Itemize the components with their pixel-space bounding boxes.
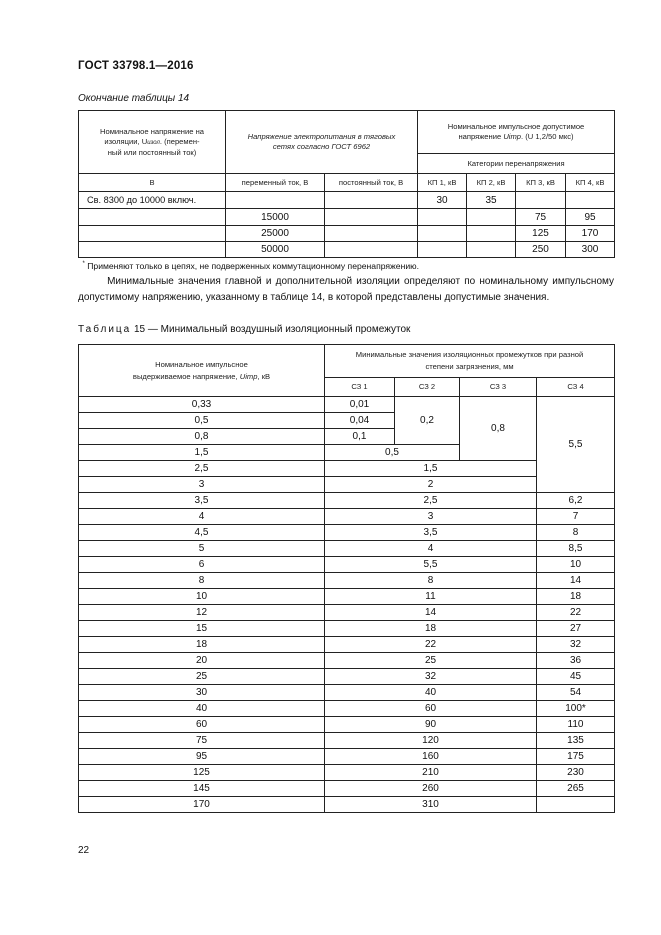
t15-row bbox=[79, 493, 615, 509]
t15-cell-cz1-cz3: 3 bbox=[325, 509, 537, 525]
t15-cell-cz1: 0,01 bbox=[325, 397, 395, 413]
t15-row bbox=[79, 685, 615, 701]
t15-row bbox=[79, 509, 615, 525]
t15-row bbox=[79, 701, 615, 717]
t15-cell-cz4: 14 bbox=[537, 573, 615, 589]
t15-row bbox=[79, 605, 615, 621]
t15-cell-cz4: 8,5 bbox=[537, 541, 615, 557]
table-15 bbox=[78, 344, 615, 813]
t14-header-kp3: КП 3, кВ bbox=[516, 174, 566, 192]
t14-header-ac: переменный ток, В bbox=[226, 174, 325, 192]
t15-cell-cz1-cz3: 8 bbox=[325, 573, 537, 589]
t15-cell-cz1-cz3: 25 bbox=[325, 653, 537, 669]
t15-cell-voltage: 125 bbox=[79, 765, 325, 781]
t15-row bbox=[79, 525, 615, 541]
t14-cell-ac: 50000 bbox=[226, 242, 325, 258]
t14-cell-kp2: 35 bbox=[467, 192, 516, 209]
t14-cell-dc bbox=[325, 209, 418, 226]
t15-cell-voltage: 18 bbox=[79, 637, 325, 653]
t15-row bbox=[79, 733, 615, 749]
t15-cell-cz1-cz3: 1,5 bbox=[325, 461, 537, 477]
t14-header-kp4: КП 4, кВ bbox=[566, 174, 615, 192]
t15-cell-cz1-cz3: 260 bbox=[325, 781, 537, 797]
t15-row bbox=[79, 653, 615, 669]
t15-cell-cz4: 10 bbox=[537, 557, 615, 573]
t15-row bbox=[79, 541, 615, 557]
t15-cell-cz1: 0,04 bbox=[325, 413, 395, 429]
t15-cell-voltage: 10 bbox=[79, 589, 325, 605]
t15-cell-cz4: 27 bbox=[537, 621, 615, 637]
t15-cell-cz4: 175 bbox=[537, 749, 615, 765]
t15-cell-cz1-cz3: 14 bbox=[325, 605, 537, 621]
t15-cell-cz1: 0,1 bbox=[325, 429, 395, 445]
t15-cell-cz4: 54 bbox=[537, 685, 615, 701]
t14-header-unit: В bbox=[79, 174, 226, 192]
t15-cell-cz4: 7 bbox=[537, 509, 615, 525]
t15-cell-voltage: 5 bbox=[79, 541, 325, 557]
t15-row bbox=[79, 781, 615, 797]
t14-cell-range: Св. 8300 до 10000 включ. bbox=[79, 192, 226, 209]
t14-cell-kp1 bbox=[418, 242, 467, 258]
t15-cell-cz4: 6,2 bbox=[537, 493, 615, 509]
t15-cell-cz1-cz3: 120 bbox=[325, 733, 537, 749]
t15-row bbox=[79, 669, 615, 685]
t14-header-dc: постоянный ток, В bbox=[325, 174, 418, 192]
t15-header-impulse-voltage: Номинальное импульсное выдерживаемое напряжение, Uimp, кВ bbox=[79, 345, 325, 397]
t15-cell-cz4: 18 bbox=[537, 589, 615, 605]
t14-cell-kp3 bbox=[516, 192, 566, 209]
t15-cell-voltage: 145 bbox=[79, 781, 325, 797]
t14-cell-ac: 25000 bbox=[226, 226, 325, 242]
t15-cell-voltage: 40 bbox=[79, 701, 325, 717]
t15-cell-cz1-cz3: 5,5 bbox=[325, 557, 537, 573]
t14-cell-kp1 bbox=[418, 226, 467, 242]
page-number: 22 bbox=[78, 845, 90, 856]
t14-header-kp1: КП 1, кВ bbox=[418, 174, 467, 192]
t14-header-supply-voltage: Напряжение электропитания в тяговых сетях согласно ГОСТ 6962 bbox=[226, 111, 418, 174]
t15-cell-cz4: 8 bbox=[537, 525, 615, 541]
t14-cell-range bbox=[79, 226, 226, 242]
t14-cell-kp2 bbox=[467, 226, 516, 242]
t15-cell-voltage: 2,5 bbox=[79, 461, 325, 477]
t15-cell-cz1-cz3: 210 bbox=[325, 765, 537, 781]
t15-row bbox=[79, 797, 615, 813]
t15-row bbox=[79, 749, 615, 765]
t15-cell-cz4: 110 bbox=[537, 717, 615, 733]
t15-cell-cz4: 265 bbox=[537, 781, 615, 797]
table14-caption: Окончание таблицы 14 bbox=[78, 93, 190, 104]
document-title: ГОСТ 33798.1—2016 bbox=[78, 60, 194, 72]
t15-cell-cz4: 230 bbox=[537, 765, 615, 781]
t15-row bbox=[79, 557, 615, 573]
t15-cell-cz3-merged: 0,8 bbox=[460, 397, 537, 461]
t14-cell-range bbox=[79, 209, 226, 226]
t15-cell-cz1-cz3: 2 bbox=[325, 477, 537, 493]
t15-cell-voltage: 25 bbox=[79, 669, 325, 685]
table-14 bbox=[78, 110, 615, 274]
t14-header-impulse-voltage: Номинальное импульсное допустимое напряжение Uimp. (U 1,2/50 мкс) bbox=[418, 111, 615, 154]
t14-cell-ac: 15000 bbox=[226, 209, 325, 226]
t14-cell-dc bbox=[325, 226, 418, 242]
t15-cell-cz4: 22 bbox=[537, 605, 615, 621]
t15-row bbox=[79, 573, 615, 589]
t14-cell-kp3: 75 bbox=[516, 209, 566, 226]
t15-cell-cz1-cz3: 4 bbox=[325, 541, 537, 557]
t15-header-cz1: СЗ 1 bbox=[325, 378, 395, 397]
t14-cell-range bbox=[79, 242, 226, 258]
t14-cell-kp2 bbox=[467, 209, 516, 226]
t14-header-categories: Категории перенапряжения bbox=[418, 154, 615, 174]
t14-cell-kp3: 250 bbox=[516, 242, 566, 258]
t15-cell-voltage: 8 bbox=[79, 573, 325, 589]
t15-cell-voltage: 170 bbox=[79, 797, 325, 813]
t14-cell-kp4: 300 bbox=[566, 242, 615, 258]
t15-cell-cz1-cz3: 40 bbox=[325, 685, 537, 701]
t15-cell-cz1-cz2: 0,5 bbox=[325, 445, 460, 461]
t15-cell-cz4 bbox=[537, 797, 615, 813]
t15-cell-cz1-cz3: 22 bbox=[325, 637, 537, 653]
t15-cell-cz2-merged: 0,2 bbox=[395, 397, 460, 445]
t14-cell-kp2 bbox=[467, 242, 516, 258]
t14-cell-dc bbox=[325, 242, 418, 258]
t14-header-kp2: КП 2, кВ bbox=[467, 174, 516, 192]
t15-header-cz4: СЗ 4 bbox=[537, 378, 615, 397]
t14-cell-kp3: 125 bbox=[516, 226, 566, 242]
t15-row bbox=[79, 589, 615, 605]
t15-cell-cz1-cz3: 160 bbox=[325, 749, 537, 765]
t15-cell-voltage: 6 bbox=[79, 557, 325, 573]
t15-cell-voltage: 0,8 bbox=[79, 429, 325, 445]
t15-cell-cz4: 32 bbox=[537, 637, 615, 653]
t15-cell-cz1-cz3: 11 bbox=[325, 589, 537, 605]
t15-cell-voltage: 0,33 bbox=[79, 397, 325, 413]
t15-cell-cz1-cz3: 60 bbox=[325, 701, 537, 717]
t15-cell-cz1-cz3: 90 bbox=[325, 717, 537, 733]
t15-cell-voltage: 20 bbox=[79, 653, 325, 669]
t15-cell-voltage: 3 bbox=[79, 477, 325, 493]
t15-row bbox=[79, 765, 615, 781]
t15-cell-cz1-cz3: 18 bbox=[325, 621, 537, 637]
t15-cell-cz4: 45 bbox=[537, 669, 615, 685]
t15-cell-voltage: 95 bbox=[79, 749, 325, 765]
t14-cell-kp4: 170 bbox=[566, 226, 615, 242]
t14-cell-ac bbox=[226, 192, 325, 209]
t15-row bbox=[79, 637, 615, 653]
t15-body bbox=[79, 493, 615, 813]
t15-cell-voltage: 60 bbox=[79, 717, 325, 733]
t14-cell-kp4 bbox=[566, 192, 615, 209]
t15-cell-cz1-cz3: 32 bbox=[325, 669, 537, 685]
body-paragraph: Минимальные значения главной и дополнительной изоляции определяют по номинальному импульсному допустимому напряжению, указанному в таблице 14, в которой представлены допустимые значения. bbox=[78, 276, 615, 303]
t15-cell-voltage: 12 bbox=[79, 605, 325, 621]
t15-header-clearances: Минимальные значения изоляционных промежутков при разной степени загрязнения, мм bbox=[325, 345, 615, 378]
t15-cell-voltage: 3,5 bbox=[79, 493, 325, 509]
t15-cell-voltage: 4,5 bbox=[79, 525, 325, 541]
t15-cell-cz1-cz3: 310 bbox=[325, 797, 537, 813]
t15-cell-cz1-cz3: 3,5 bbox=[325, 525, 537, 541]
t15-cell-cz4: 135 bbox=[537, 733, 615, 749]
t15-row bbox=[79, 621, 615, 637]
t14-cell-kp1 bbox=[418, 209, 467, 226]
t15-cell-voltage: 15 bbox=[79, 621, 325, 637]
t14-cell-kp1: 30 bbox=[418, 192, 467, 209]
t15-row bbox=[79, 717, 615, 733]
t15-cell-cz1-cz3: 2,5 bbox=[325, 493, 537, 509]
t15-header-cz2: СЗ 2 bbox=[395, 378, 460, 397]
t14-cell-dc bbox=[325, 192, 418, 209]
t14-cell-kp4: 95 bbox=[566, 209, 615, 226]
t15-cell-voltage: 1,5 bbox=[79, 445, 325, 461]
t15-header-cz3: СЗ 3 bbox=[460, 378, 537, 397]
t15-cell-voltage: 75 bbox=[79, 733, 325, 749]
t15-cell-voltage: 0,5 bbox=[79, 413, 325, 429]
table15-caption: Таблица 15 — Минимальный воздушный изоляционный промежуток bbox=[78, 324, 411, 335]
t15-cell-cz4: 100* bbox=[537, 701, 615, 717]
t15-cell-cz4: 36 bbox=[537, 653, 615, 669]
t14-header-nominal-voltage: Номинальное напряжение на изоляции, Uизол. (перемен- ный или постоянный ток) bbox=[79, 111, 226, 174]
t14-footnote: * Применяют только в цепях, не подверженных коммутационному перенапряжению. bbox=[79, 258, 615, 274]
t15-cell-voltage: 30 bbox=[79, 685, 325, 701]
t15-cell-voltage: 4 bbox=[79, 509, 325, 525]
t15-cell-cz4-merged: 5,5 bbox=[537, 397, 615, 493]
